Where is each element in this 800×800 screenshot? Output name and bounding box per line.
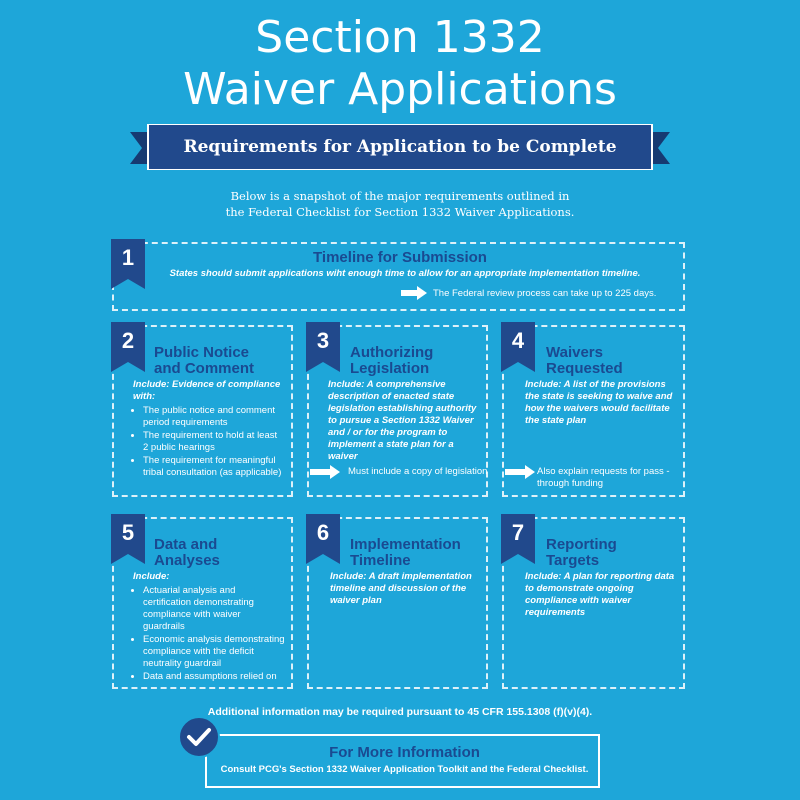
arrow-icon [401,286,427,300]
number-badge-3: 3 [306,322,340,372]
page-title [0,12,800,116]
box-7-title: Reporting Targets [546,536,617,569]
arrow-icon [505,465,535,479]
number-badge-4: 4 [501,322,535,372]
checkmark-icon [178,716,220,758]
intro-line-1: Below is a snapshot of the major requirements outlined in [230,189,570,203]
box-3-text: Include: A comprehensive description of enacted state legislation establishing authority to pursue a Section 1332 Waiver and / or for the program to implement a state plan for a waiver [328,379,477,462]
box-6-title: Implementation Timeline [350,536,461,569]
intro-text [200,188,600,220]
box-2-title: Public Notice and Comment [154,344,255,377]
number-badge-2: 2 [111,322,145,372]
banner-text: Requirements for Application to be Complete [183,137,617,157]
number-badge-1: 1 [111,239,145,289]
list-item: • Data and assumptions relied on [143,671,285,683]
box-7-text: Include: A plan for reporting data to demonstrate ongoing compliance with waiver requirements [525,571,675,618]
arrow-icon [310,465,340,479]
box-4-title: Waivers Requested [546,344,623,377]
box-6-text: Include: A draft implementation timeline and discussion of the waiver plan [330,571,472,606]
more-info-text: Consult PCG's Section 1332 Waiver Application Toolkit and the Federal Checklist. [220,764,589,775]
number-badge-5: 5 [111,514,145,564]
box-1-text: States should submit applications wiht enough time to allow for an appropriate implementation timeline. [169,268,641,279]
number-badge-7: 7 [501,514,535,564]
list-item: • The requirement for meaningful tribal consultation (as applicable) [143,455,285,479]
number-badge-6: 6 [306,514,340,564]
box-1-arrow-text: The Federal review process can take up to 225 days. [433,288,657,299]
list-item: • Economic analysis demonstrating compliance with the deficit neutrality guardrail [143,634,285,670]
title-line-1: Section 1332 [255,12,545,63]
more-info-title: For More Information [329,744,480,761]
box-1-title: Timeline for Submission [313,249,487,266]
box-5-title: Data and Analyses [154,536,220,569]
more-info-box [205,734,600,788]
box-3-title: Authorizing Legislation [350,344,434,377]
box-5-text: Include: • Actuarial analysis and certification demonstrating compliance with waiver guardrails • Economic analysis demonstrating compliance with the deficit neutrality guardrail • Data and assumptions relied on [133,571,285,684]
box-2-text: Include: Evidence of compliance with: • The public notice and comment period requirements • The requirement to hold at least 2 public hearings • The requirement for meaningful tribal consultation (as applicable) [133,379,285,480]
box-4-text: Include: A list of the provisions the state is seeking to waive and how the waivers would facilitate the state plan [525,379,673,426]
list-item: • The requirement to hold at least 2 public hearings [143,430,285,454]
list-item: • The public notice and comment period requirements [143,405,285,429]
ribbon-banner [130,124,670,170]
footnote: Additional information may be required pursuant to 45 CFR 155.1308 (f)(v)(4). [207,706,593,718]
list-item: • Actuarial analysis and certification demonstrating compliance with waiver guardrails [143,585,285,633]
title-line-2: Waiver Applications [183,64,617,115]
intro-line-2: the Federal Checklist for Section 1332 Waiver Applications. [225,205,575,219]
box-4-arrow-text: Also explain requests for pass -through funding [537,466,670,489]
box-3-arrow-text: Must include a copy of legislation [348,466,488,477]
